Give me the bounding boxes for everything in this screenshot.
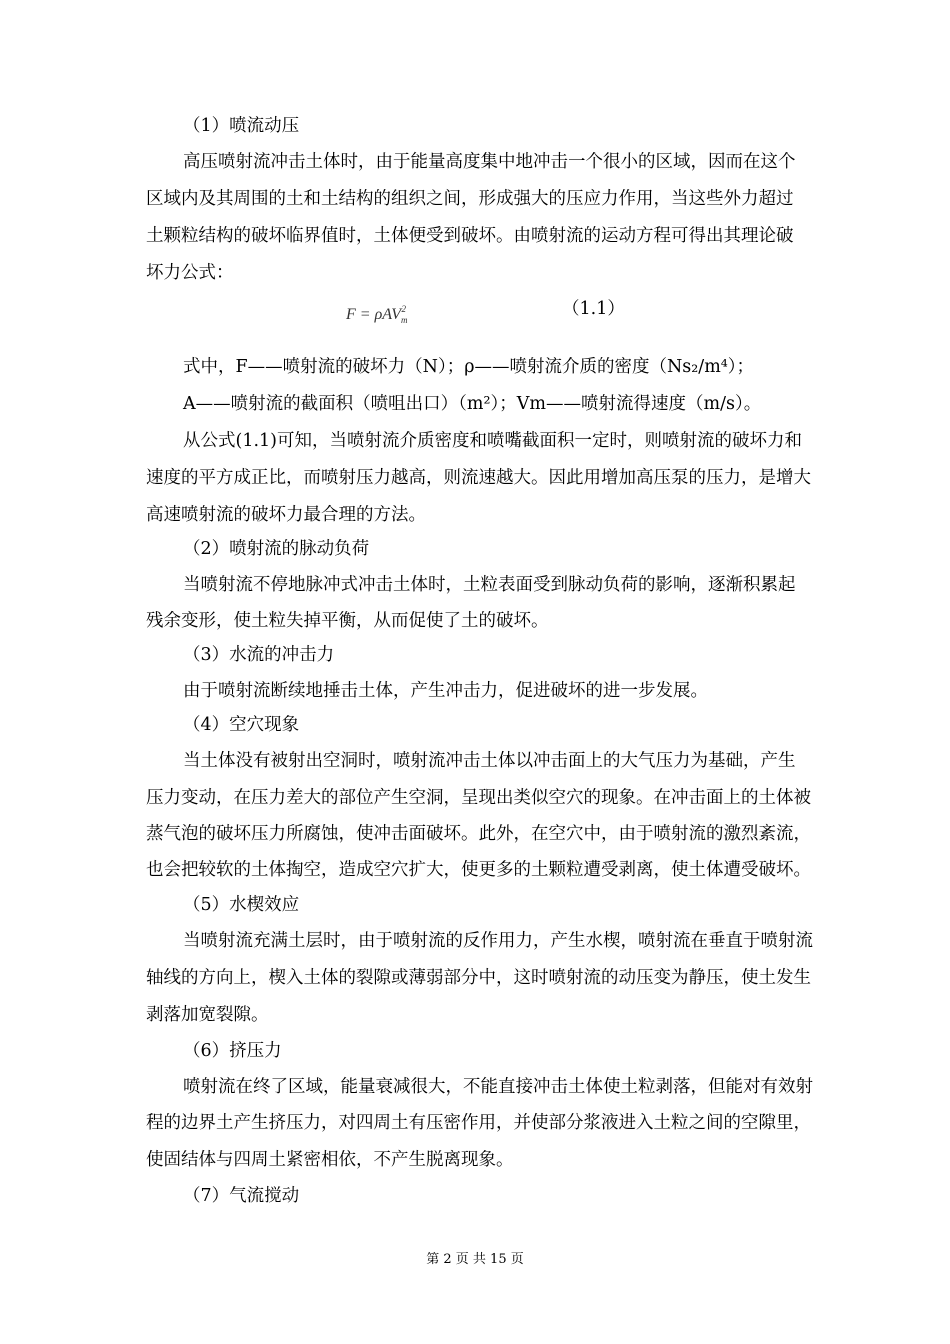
paragraph-line: 也会把较软的土体掏空，造成空穴扩大，使更多的土颗粒遭受剥离，使土体遭受破坏。 bbox=[146, 860, 811, 880]
paragraph-line: 喷射流在终了区域，能量衰减很大，不能直接冲击土体使土粒剥落，但能对有效射 bbox=[183, 1077, 813, 1097]
paragraph-line: 轴线的方向上，楔入土体的裂隙或薄弱部分中，这时喷射流的动压变为静压，使土发生 bbox=[146, 968, 811, 988]
paragraph-line: A——喷射流的截面积（喷咀出口）（m²）；Vm——喷射流得速度（m/s）。 bbox=[183, 394, 762, 414]
paragraph-line: 程的边界土产生挤压力，对四周土有压密作用，并使部分浆液进入土粒之间的空隙里， bbox=[146, 1113, 811, 1133]
paragraph-line: 当喷射流充满土层时，由于喷射流的反作用力，产生水楔，喷射流在垂直于喷射流 bbox=[183, 931, 813, 951]
formula-1-1 bbox=[346, 304, 406, 325]
paragraph-line: 坏力公式： bbox=[146, 263, 234, 283]
formula-rhs: ρAV bbox=[374, 306, 402, 323]
paragraph-line: 当土体没有被射出空洞时，喷射流冲击土体以冲击面上的大气压力为基础，产生 bbox=[183, 751, 796, 771]
section-heading-3: （3）水流的冲击力 bbox=[183, 645, 335, 665]
paragraph-line: 残余变形，使土粒失掉平衡，从而促使了土的破坏。 bbox=[146, 611, 549, 631]
section-heading-2: （2）喷射流的脉动负荷 bbox=[183, 539, 370, 559]
paragraph-line: 压力变动，在压力差大的部位产生空洞，呈现出类似空穴的现象。在冲击面上的土体被 bbox=[146, 788, 811, 808]
paragraph-line: 蒸气泡的破坏压力所腐蚀，使冲击面破坏。此外，在空穴中，由于喷射流的激烈紊流， bbox=[146, 824, 811, 844]
section-heading-4: （4）空穴现象 bbox=[183, 715, 300, 735]
section-heading-5: （5）水楔效应 bbox=[183, 895, 300, 915]
paragraph-line: 从公式(1.1)可知，当喷射流介质密度和喷嘴截面积一定时，则喷射流的破坏力和 bbox=[183, 431, 802, 451]
formula-lhs: F bbox=[346, 306, 356, 323]
formula-subscript: m bbox=[401, 315, 408, 325]
section-heading-7: （7）气流搅动 bbox=[183, 1186, 300, 1206]
paragraph-line: 高压喷射流冲击土体时，由于能量高度集中地冲击一个很小的区域，因而在这个 bbox=[183, 152, 796, 172]
paragraph-line: 速度的平方成正比，而喷射压力越高，则流速越大。因此用增加高压泵的压力，是增大 bbox=[146, 468, 811, 488]
paragraph-line: 使固结体与四周土紧密相依，不产生脱离现象。 bbox=[146, 1150, 514, 1170]
section-heading-6: （6）挤压力 bbox=[183, 1041, 282, 1061]
paragraph-line: 区域内及其周围的土和土结构的组织之间，形成强大的压应力作用，当这些外力超过 bbox=[146, 189, 794, 209]
formula-equals: = bbox=[359, 306, 371, 323]
equation-number: （1.1） bbox=[562, 299, 625, 319]
formula-superscript: 2 bbox=[401, 304, 407, 314]
paragraph-line: 式中，F——喷射流的破坏力（N）；ρ——喷射流介质的密度（Ns₂/m⁴）； bbox=[183, 357, 755, 377]
paragraph-line: 当喷射流不停地脉冲式冲击土体时，土粒表面受到脉动负荷的影响，逐渐积累起 bbox=[183, 575, 796, 595]
paragraph-line: 剥落加宽裂隙。 bbox=[146, 1005, 269, 1025]
paragraph-line: 高速喷射流的破坏力最合理的方法。 bbox=[146, 505, 426, 525]
paragraph-line: 土颗粒结构的破坏临界值时，土体便受到破坏。由喷射流的运动方程可得出其理论破 bbox=[146, 226, 794, 246]
section-heading-1: （1）喷流动压 bbox=[183, 116, 300, 136]
page-footer: 第 2 页 共 15 页 bbox=[426, 1252, 524, 1267]
paragraph-line: 由于喷射流断续地捶击土体，产生冲击力，促进破坏的进一步发展。 bbox=[183, 681, 708, 701]
